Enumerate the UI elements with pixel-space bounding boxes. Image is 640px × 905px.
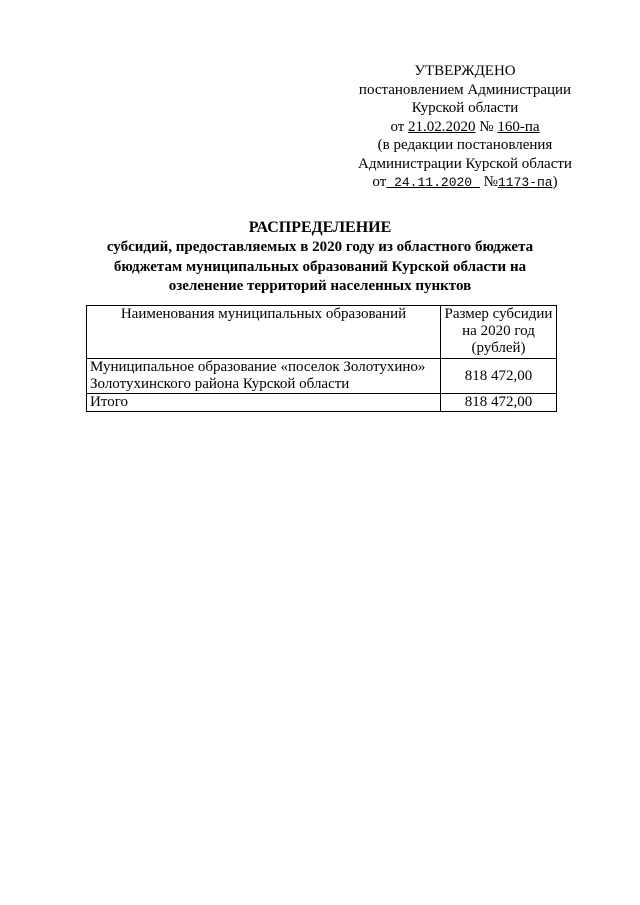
document-title <box>60 218 580 297</box>
text: от <box>372 174 387 190</box>
amount-cell: 818 472,00 <box>441 359 557 394</box>
approval-heading: УТВЕРЖДЕНО <box>414 63 516 79</box>
approval-date-line <box>345 118 585 137</box>
decree-number: 160-па <box>497 118 540 135</box>
text: № <box>475 118 498 135</box>
decree-date: 21.02.2020 <box>408 118 476 135</box>
total-label-cell: Итого <box>87 394 441 412</box>
table-row <box>87 359 557 394</box>
title-heading: РАСПРЕДЕЛЕНИЕ <box>248 219 392 236</box>
approval-line: постановлением Администрации <box>358 81 572 98</box>
municipality-cell: Муниципальное образование «поселок Золотухино» Золотухинского района Курской области <box>87 359 441 394</box>
header-cell: Размер субсидии на 2020 год (рублей) <box>441 306 557 359</box>
title-line: бюджетам муниципальных образований Курской области на <box>113 258 527 275</box>
amendment-date-line <box>345 173 585 193</box>
text: № <box>479 174 498 190</box>
approval-line: Администрации Курской области <box>358 155 572 172</box>
total-amount-cell: 818 472,00 <box>441 394 557 412</box>
text: от <box>390 118 409 135</box>
header-cell: Наименования муниципальных образований <box>87 306 441 359</box>
approval-block <box>345 62 585 193</box>
amendment-date: 24.11.2020 <box>386 175 480 190</box>
subsidy-table <box>86 305 557 412</box>
table-total-row <box>87 394 557 412</box>
approval-line: Курской области <box>411 100 519 116</box>
title-line: озеленение территорий населенных пунктов <box>168 278 472 295</box>
title-line: субсидий, предоставляемых в 2020 году из областного бюджета <box>106 238 534 255</box>
text: ) <box>552 174 558 190</box>
table-header-row <box>87 306 557 359</box>
amendment-number: 1173-па <box>497 175 553 190</box>
approval-line: (в редакции постановления <box>377 137 553 153</box>
